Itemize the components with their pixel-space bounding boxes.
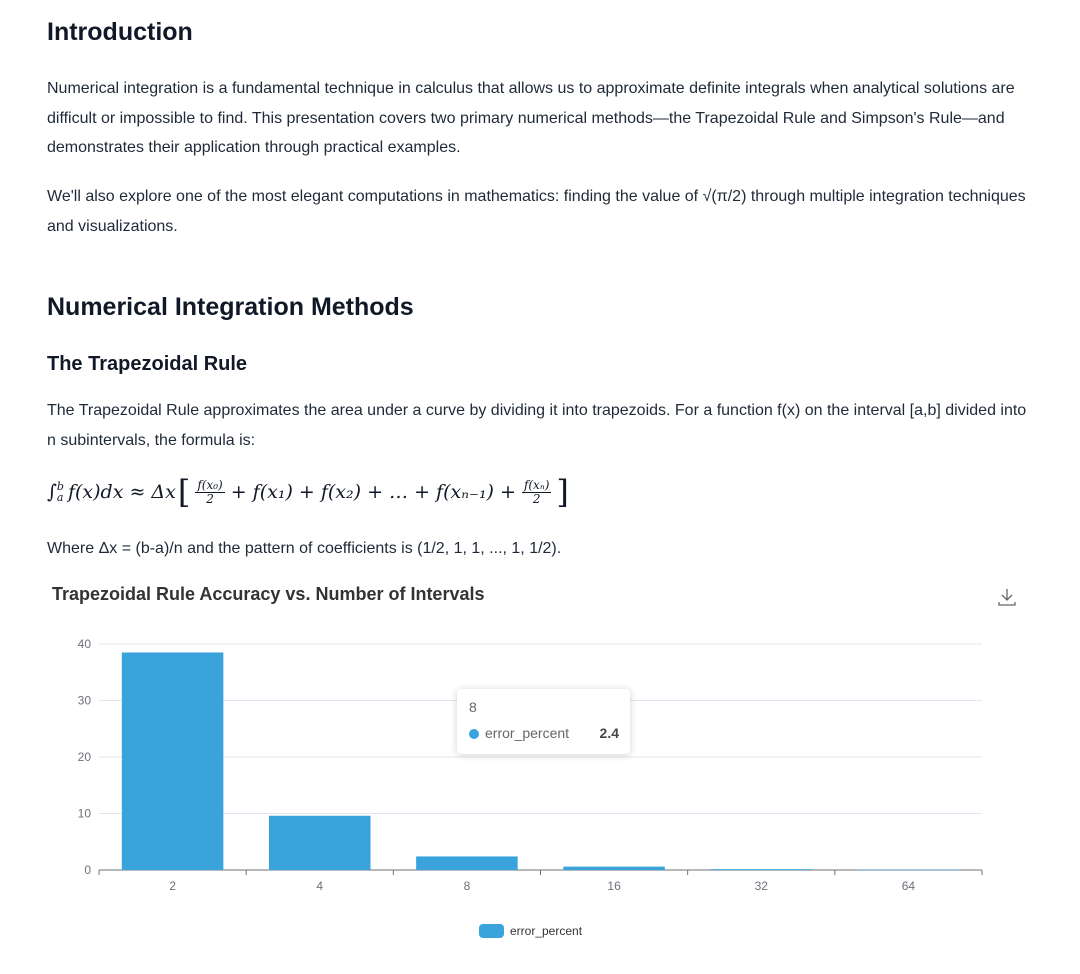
formula-middle: + f(x₁) + f(x₂) + … + f(xₙ₋₁) +: [230, 481, 516, 503]
fraction-last-denominator: 2: [532, 491, 541, 506]
fraction-last-numerator: f(xₙ): [523, 477, 550, 492]
tooltip-series-name: error_percent: [485, 725, 570, 741]
tooltip-value: 2.4: [599, 725, 619, 741]
tooltip-category: 8: [469, 699, 477, 715]
x-tick-label: 2: [169, 879, 176, 893]
integral-sign: ∫: [47, 481, 57, 503]
bar-2: [122, 652, 224, 870]
bar-64: [858, 870, 960, 871]
lower-limit: a: [56, 491, 64, 504]
x-tick-label: 64: [901, 879, 916, 893]
legend-label: error_percent: [510, 924, 583, 938]
fraction-first-denominator: 2: [206, 491, 214, 506]
intro-paragraph-2: We'll also explore one of the most elegant computations in mathematics: finding the value of √(π/2) through multiple integration techniques and visualizations.: [47, 188, 1026, 235]
bar-chart: [0, 620, 1080, 910]
y-tick-label: 40: [77, 637, 91, 651]
upper-limit: b: [56, 480, 64, 493]
y-tick-label: 30: [77, 693, 91, 708]
bar-16: [563, 867, 665, 870]
legend-swatch: [479, 924, 504, 938]
trapezoidal-formula: [47, 472, 571, 512]
trapezoidal-heading: The Trapezoidal Rule: [47, 353, 248, 375]
formula-explanation: Where Δx = (b-a)/n and the pattern of coefficients is (1/2, 1, 1, ..., 1, 1/2).: [47, 540, 562, 557]
x-tick-label: 4: [316, 879, 324, 893]
chart-title: Trapezoidal Rule Accuracy vs. Number of Intervals: [52, 584, 485, 604]
bar-4: [269, 816, 371, 870]
chart-legend[interactable]: [479, 924, 582, 938]
x-tick-label: 32: [754, 879, 768, 893]
y-tick-label: 10: [77, 806, 91, 821]
trapezoidal-description: The Trapezoidal Rule approximates the area under a curve by dividing it into trapezoids. For a function f(x) on the interval [a,b] divided into n subintervals, the formula is:: [47, 402, 1027, 449]
fraction-first: [195, 479, 224, 506]
bar-32: [710, 869, 812, 870]
chart-tooltip: [457, 689, 630, 754]
left-bracket: [: [177, 473, 191, 511]
bar-8: [416, 856, 518, 870]
integral-limits: [57, 481, 64, 503]
y-tick-label: 20: [77, 750, 91, 764]
x-tick-label: 16: [607, 879, 621, 893]
y-tick-label: 0: [84, 863, 91, 877]
methods-heading: Numerical Integration Methods: [47, 293, 414, 321]
intro-paragraph-1: Numerical integration is a fundamental technique in calculus that allows us to approximate definite integrals when analytical solutions are difficult or impossible to find. This presentation covers two primary numerical methods—the Trapezoidal Rule and Simpson's Rule—and demonstrates their application through practical examples.: [47, 80, 1015, 156]
introduction-heading: Introduction: [47, 18, 193, 46]
fraction-last: [522, 479, 551, 506]
x-tick-label: 8: [463, 879, 471, 893]
tooltip-series-marker: [469, 729, 479, 739]
fraction-first-numerator: f(x₀): [197, 477, 223, 492]
right-bracket: ]: [556, 473, 569, 511]
formula-lhs: f(x)dx ≈ Δx: [67, 481, 176, 503]
download-icon[interactable]: [996, 586, 1018, 608]
